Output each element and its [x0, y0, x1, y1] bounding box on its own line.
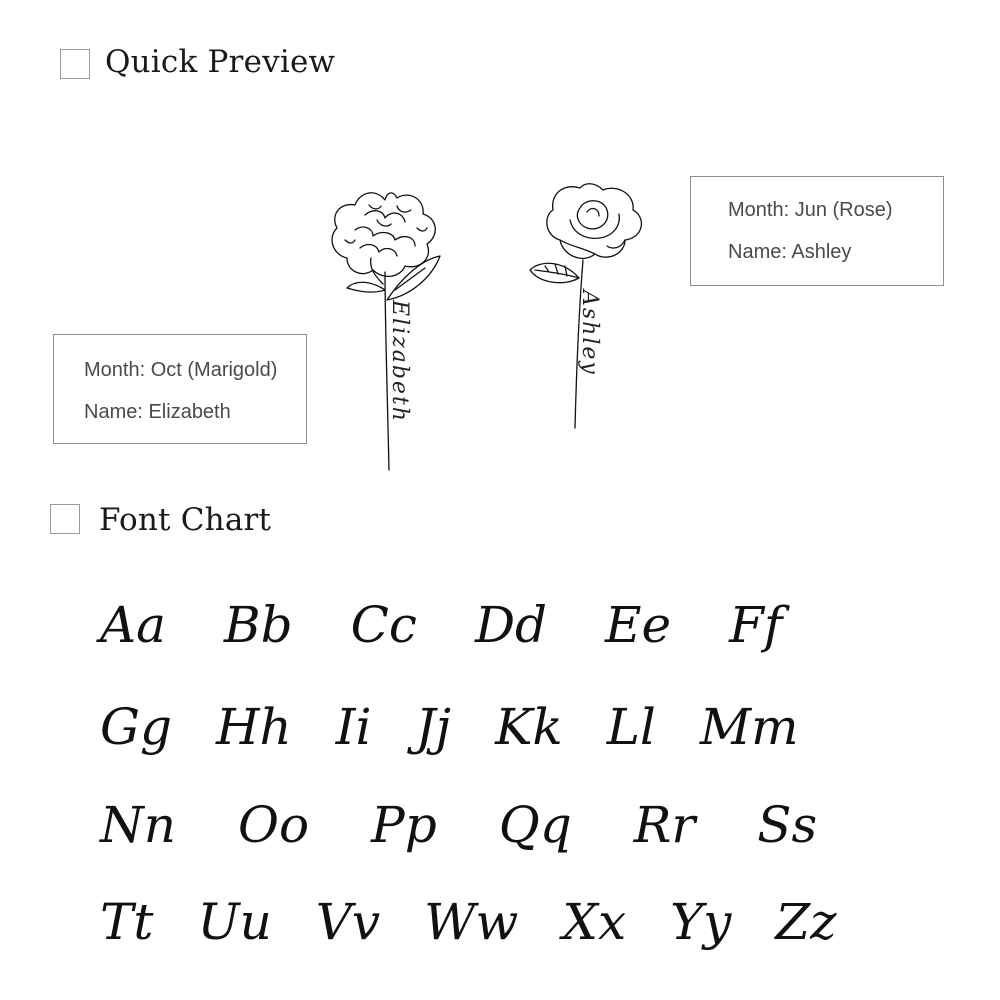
rose-engraved-name: Ashley [577, 290, 602, 376]
glyph-pair: Ii [335, 698, 372, 756]
glyph-pair: Tt [100, 893, 154, 951]
glyph-pair: Cc [350, 596, 417, 654]
glyph-pair: Aa [100, 596, 166, 654]
glyph-pair: Dd [474, 596, 548, 654]
font-chart-title: Font Chart [99, 502, 272, 538]
glyph-pair: Kk [495, 698, 563, 756]
glyph-pair: Hh [215, 698, 292, 756]
glyph-pair: Jj [415, 698, 452, 756]
marigold-engraved-name: Elizabeth [387, 300, 412, 423]
font-chart-row-3 [100, 796, 818, 854]
glyph-pair: Qq [498, 796, 572, 854]
glyph-pair: Zz [775, 893, 837, 951]
font-chart-checkbox[interactable] [50, 504, 80, 534]
glyph-pair: Bb [223, 596, 293, 654]
glyph-pair: Pp [371, 796, 437, 854]
quick-preview-title: Quick Preview [105, 44, 336, 80]
quick-preview-checkbox[interactable] [60, 49, 90, 79]
glyph-pair: Ff [729, 596, 783, 654]
glyph-pair: Rr [633, 796, 696, 854]
marigold-info-box [53, 334, 307, 444]
glyph-pair: Yy [670, 893, 732, 951]
font-chart-row-2 [100, 698, 799, 756]
font-chart-row-1 [100, 596, 783, 654]
glyph-pair: Ss [757, 796, 818, 854]
marigold-name-label: Name: Elizabeth [84, 401, 231, 423]
rose-info-box [690, 176, 944, 286]
glyph-pair: Ww [424, 893, 519, 951]
rose-month-label: Month: Jun (Rose) [728, 199, 893, 221]
glyph-pair: Nn [100, 796, 176, 854]
rose-name-label: Name: Ashley [728, 241, 852, 263]
glyph-pair: Xx [562, 893, 627, 951]
glyph-pair: Vv [315, 893, 381, 951]
glyph-pair: Uu [197, 893, 272, 951]
glyph-pair: Ll [606, 698, 656, 756]
glyph-pair: Mm [699, 698, 799, 756]
glyph-pair: Oo [237, 796, 310, 854]
font-chart-row-4 [100, 893, 837, 951]
marigold-month-label: Month: Oct (Marigold) [84, 359, 278, 381]
glyph-pair: Ee [605, 596, 672, 654]
marigold-icon [325, 180, 445, 480]
glyph-pair: Gg [100, 698, 172, 756]
